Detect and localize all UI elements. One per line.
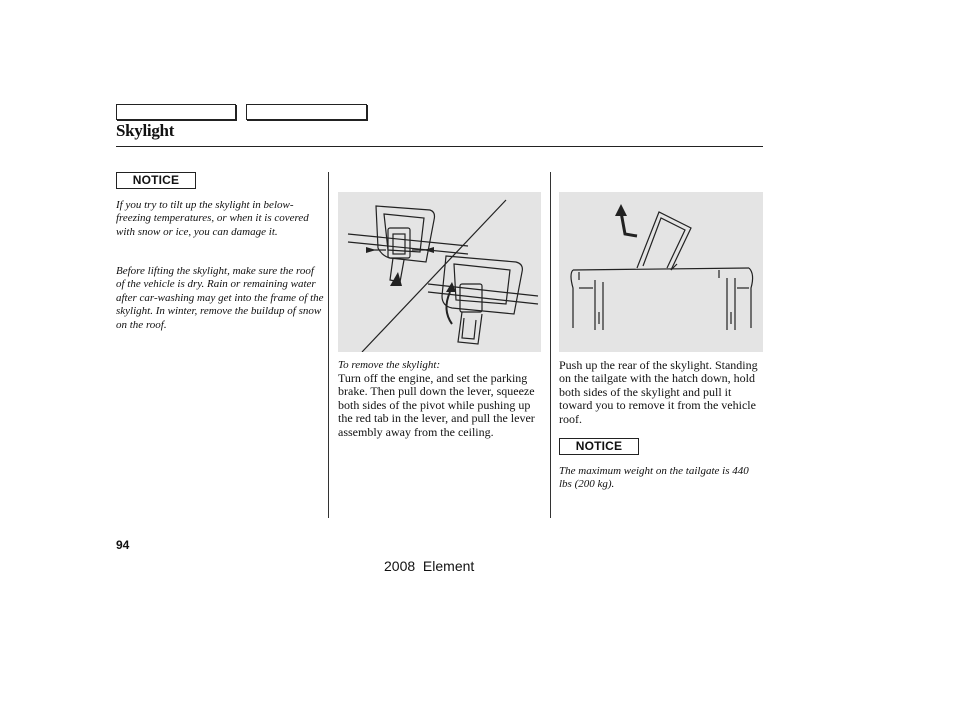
notice-text-tailgate-weight: The maximum weight on the tailgate is 440 lbs (200 kg). [559,465,749,491]
notice-text-freezing: If you try to tilt up the skylight in below-freezing temperatures, or when it is covered with snow or ice, you can damage it. [116,199,309,238]
title-rule [116,146,763,147]
page-number: 94 [116,538,130,552]
lever-removal-illustration [338,192,541,352]
notice-badge: NOTICE [116,172,196,189]
column-divider-1 [328,172,329,518]
header-tab-box-2 [246,104,367,120]
skylight-instructions: Push up the rear of the skylight. Standing on the tailgate with the hatch down, hold both sides of the skylight and pull it toward you to remove it from the vehicle roof. [559,358,758,426]
notice-badge-tailgate: NOTICE [559,438,639,455]
skylight-roof-drawing [559,192,763,352]
notice-text-dry-roof: Before lifting the skylight, make sure the roof of the vehicle is dry. Rain or remaining water after car-washing may get into the frame of the skylight. In winter, remove the buildup of snow on the roof. [116,265,324,331]
page-title: Skylight [116,121,175,140]
footer-vehicle-name: 2008 Element [384,558,475,574]
lever-assembly-drawing [338,192,541,352]
skylight-lift-illustration [559,192,763,352]
column-divider-2 [550,172,551,518]
figure-caption: To remove the skylight: [338,359,441,371]
removal-instructions: Turn off the engine, and set the parking brake. Then pull down the lever, squeeze both sides of the pivot while pushing up the red tab in the lever, and pull the lever assembly away from the ceiling. [338,371,535,439]
header-tab-box-1 [116,104,236,120]
